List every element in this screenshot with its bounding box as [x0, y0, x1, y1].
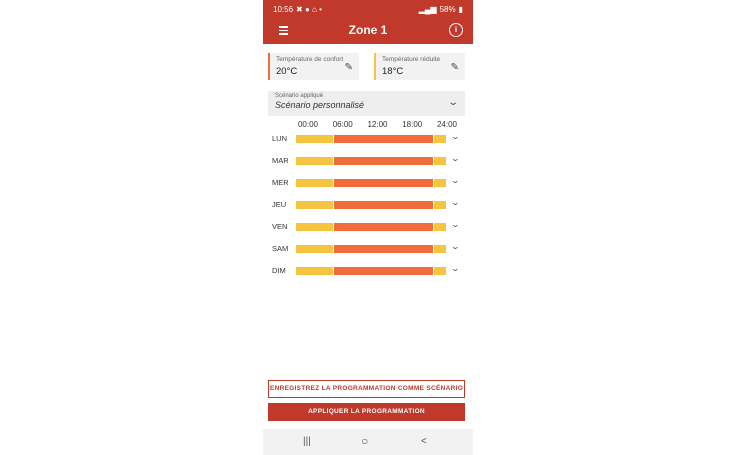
scenario-value: Scénario personnalisé	[275, 100, 365, 110]
chevron-down-icon[interactable]: ⌄	[446, 97, 459, 108]
status-time: 10:56	[273, 4, 294, 14]
back-button[interactable]: <	[421, 436, 427, 447]
day-schedule-bar[interactable]	[296, 135, 447, 143]
day-label: DIM	[272, 266, 286, 275]
pencil-icon[interactable]: ✎	[344, 62, 353, 73]
comfort-segment	[334, 179, 434, 187]
day-row[interactable]	[263, 265, 473, 277]
signal-icon: ▂▄▆	[418, 4, 437, 14]
day-row[interactable]	[263, 177, 473, 189]
reduced-segment	[434, 179, 446, 187]
reduced-segment	[296, 245, 333, 253]
battery-level: 58%	[439, 4, 456, 14]
app-bar	[263, 18, 473, 44]
reduced-segment	[434, 135, 446, 143]
page-title: Zone 1	[348, 23, 388, 37]
recents-button[interactable]: |||	[303, 436, 311, 447]
reduced-segment	[434, 267, 446, 275]
day-label: JEU	[272, 200, 287, 209]
reduced-segment	[434, 245, 446, 253]
reduced-segment	[296, 267, 333, 275]
hour-axis	[263, 120, 473, 130]
reduced-segment	[296, 179, 333, 187]
comfort-segment	[334, 157, 434, 165]
hour-label: 18:00	[402, 120, 423, 129]
day-schedule-bar[interactable]	[296, 201, 447, 209]
chevron-down-icon[interactable]: ⌄	[450, 242, 461, 251]
reduced-segment	[296, 223, 333, 231]
system-nav-bar	[263, 429, 473, 455]
reduced-segment	[296, 135, 333, 143]
reduced-segment	[296, 157, 333, 165]
chevron-down-icon[interactable]: ⌄	[450, 198, 461, 207]
comfort-segment	[334, 245, 434, 253]
scenario-label: Scénario appliqué	[275, 93, 324, 99]
reduced-temperature-label: Température réduite	[382, 56, 441, 63]
day-label: SAM	[272, 244, 289, 253]
notification-icons: ✖ ● ⌂ •	[296, 4, 322, 14]
home-button[interactable]: ○	[361, 434, 369, 448]
day-row[interactable]	[263, 221, 473, 233]
hour-label: 24:00	[436, 120, 458, 129]
reduced-temperature-value: 18°C	[382, 66, 404, 77]
day-label: LUN	[272, 134, 288, 143]
day-row[interactable]	[263, 155, 473, 167]
chevron-down-icon[interactable]: ⌄	[450, 220, 461, 229]
chevron-down-icon[interactable]: ⌄	[450, 176, 461, 185]
hour-label: 12:00	[367, 120, 388, 129]
chevron-down-icon[interactable]: ⌄	[450, 264, 461, 273]
day-schedule-bar[interactable]	[296, 179, 447, 187]
comfort-segment	[334, 135, 434, 143]
reduced-segment	[434, 201, 446, 209]
day-schedule-bar[interactable]	[296, 267, 447, 275]
day-label: MAR	[272, 156, 289, 165]
reduced-segment	[296, 201, 333, 209]
day-label: VEN	[272, 222, 288, 231]
day-schedule-bar[interactable]	[296, 157, 447, 165]
day-schedule-bar[interactable]	[296, 245, 447, 253]
comfort-temperature-label: Température de confort	[276, 56, 344, 63]
hour-label: 00:00	[297, 120, 319, 129]
apply-schedule-button[interactable]: APPLIQUER LA PROGRAMMATION	[268, 403, 465, 421]
battery-icon: ▮	[458, 4, 463, 14]
comfort-temperature-value: 20°C	[276, 66, 298, 77]
scenario-select[interactable]	[268, 91, 465, 116]
pencil-icon[interactable]: ✎	[450, 62, 459, 73]
day-row[interactable]	[263, 199, 473, 211]
comfort-segment	[334, 223, 434, 231]
comfort-segment	[334, 267, 434, 275]
status-bar	[263, 0, 473, 18]
phone-screen	[263, 0, 473, 455]
day-row[interactable]	[263, 243, 473, 255]
reduced-segment	[434, 157, 446, 165]
save-as-scenario-button[interactable]: ENREGISTREZ LA PROGRAMMATION COMME SCÉNARIO	[268, 380, 465, 398]
comfort-segment	[334, 201, 434, 209]
hour-label: 06:00	[332, 120, 353, 129]
info-icon[interactable]: i	[449, 23, 463, 37]
day-label: MER	[272, 178, 289, 187]
reduced-segment	[434, 223, 446, 231]
day-row[interactable]	[263, 133, 473, 145]
chevron-down-icon[interactable]: ⌄	[450, 132, 461, 141]
comfort-temperature-card[interactable]	[268, 53, 359, 80]
chevron-down-icon[interactable]: ⌄	[450, 154, 461, 163]
day-schedule-bar[interactable]	[296, 223, 447, 231]
reduced-temperature-card[interactable]	[374, 53, 465, 80]
